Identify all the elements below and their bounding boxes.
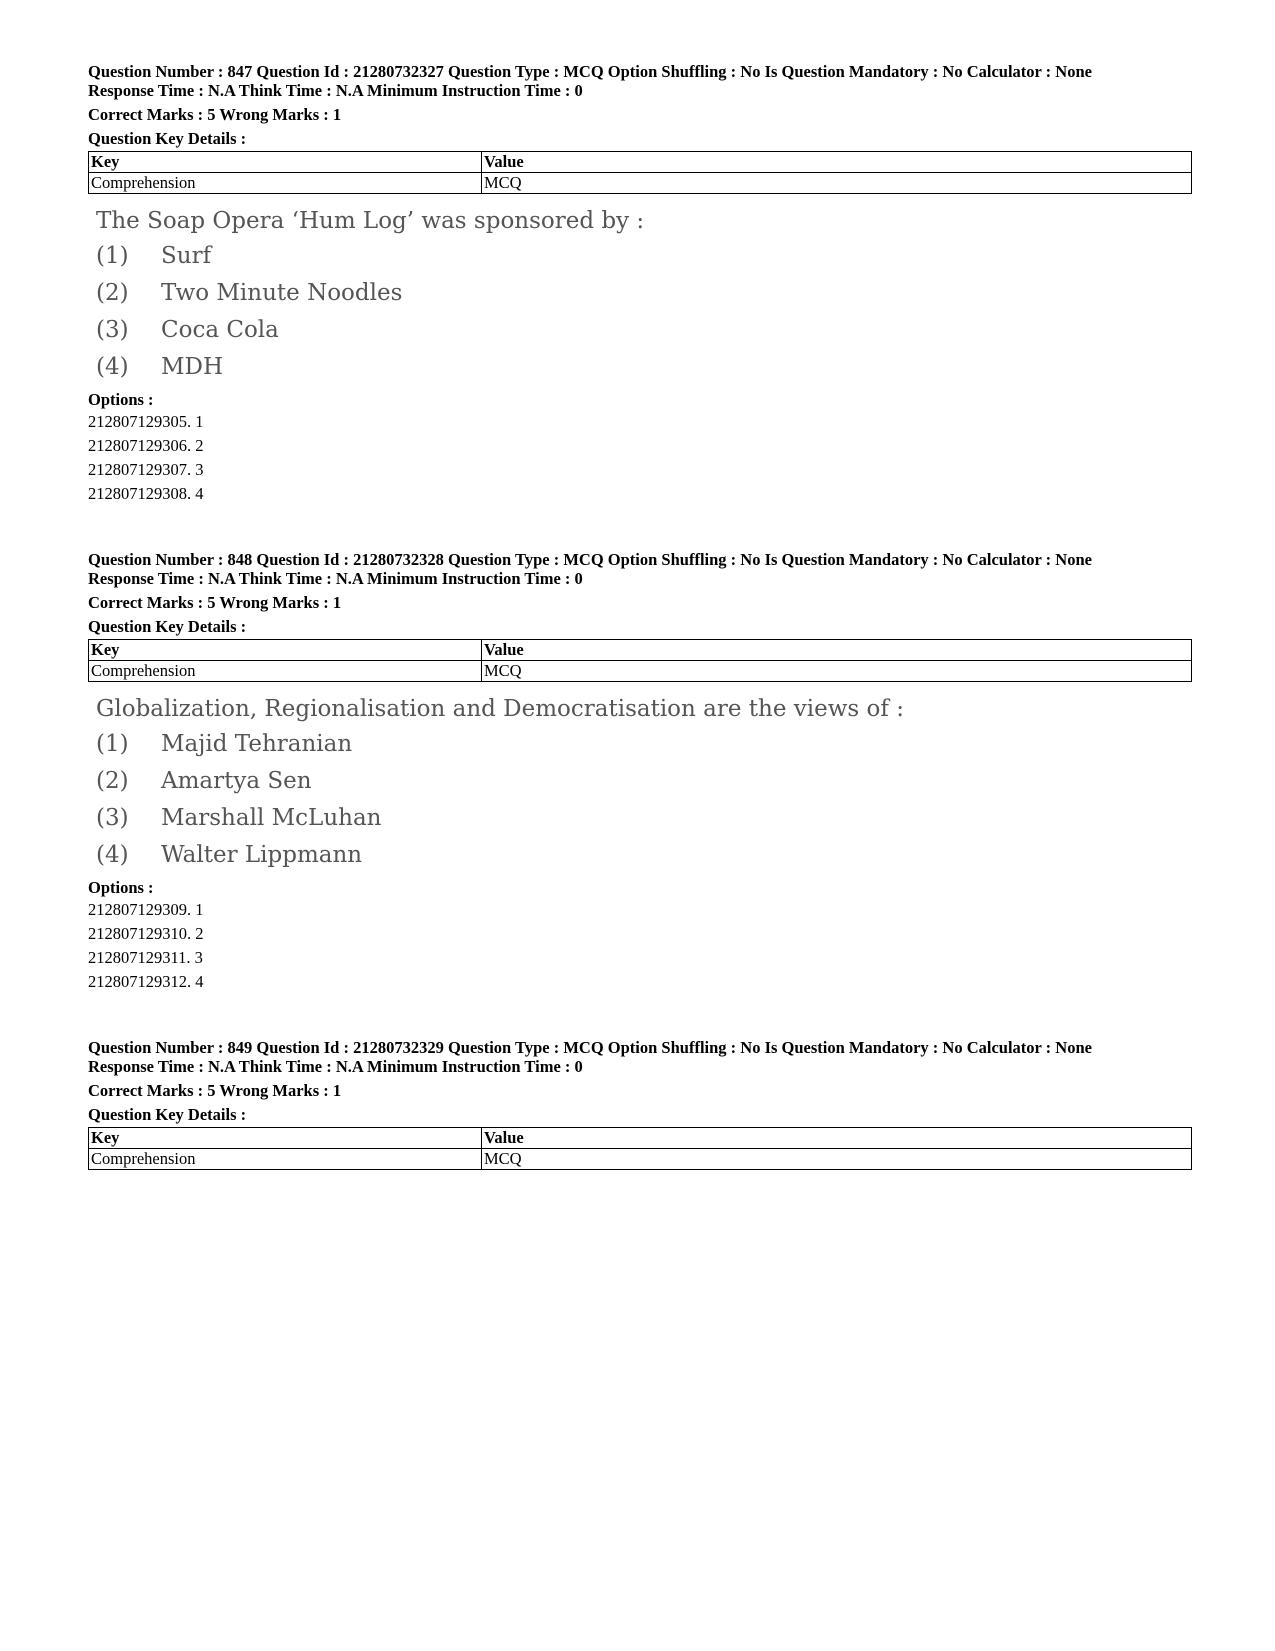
marks-line: Correct Marks : 5 Wrong Marks : 1 [88,105,342,124]
choice-item [96,349,1188,386]
marks-line: Correct Marks : 5 Wrong Marks : 1 [88,1081,342,1100]
choice-text: Marshall McLuhan [161,805,382,831]
question-847 [88,62,1188,506]
marks-line: Correct Marks : 5 Wrong Marks : 1 [88,593,342,612]
choice-text: Two Minute Noodles [161,280,403,306]
choice-number: (4) [96,842,129,868]
table-header-key: Key [89,152,482,173]
option-item: 212807129311. 3 [88,948,203,967]
choice-number: (1) [96,243,129,269]
question-timing-line: Response Time : N.A Think Time : N.A Minimum Instruction Time : 0 [88,81,583,100]
table-header-row [89,152,1192,173]
table-row [89,1149,1192,1170]
table-header-row [89,640,1192,661]
choice-item [96,726,1188,763]
table-cell-value: MCQ [482,661,1192,682]
choice-number: (1) [96,731,129,757]
option-item: 212807129306. 2 [88,436,204,455]
key-details-label: Question Key Details : [88,617,247,636]
table-row [89,661,1192,682]
option-item: 212807129307. 3 [88,460,204,479]
options-label: Options : [88,878,154,897]
table-cell-key: Comprehension [89,1149,482,1170]
table-cell-value: MCQ [482,173,1192,194]
choice-number: (2) [96,280,129,306]
choice-text: Coca Cola [161,317,279,343]
choice-text: Surf [161,243,212,269]
choice-item [96,238,1188,275]
table-header-value: Value [482,640,1192,661]
table-header-row [89,1128,1192,1149]
choice-text: Majid Tehranian [161,731,353,757]
options-label: Options : [88,390,154,409]
question-stem: Globalization, Regionalisation and Democratisation are the views of : [96,696,904,722]
question-848 [88,550,1188,994]
question-timing-line: Response Time : N.A Think Time : N.A Minimum Instruction Time : 0 [88,1057,583,1076]
question-timing-line: Response Time : N.A Think Time : N.A Minimum Instruction Time : 0 [88,569,583,588]
option-item: 212807129310. 2 [88,924,204,943]
choice-number: (3) [96,805,129,831]
question-image [96,692,1188,874]
table-header-value: Value [482,152,1192,173]
choice-item [96,312,1188,349]
key-details-table [88,151,1192,194]
question-meta-line: Question Number : 847 Question Id : 21280732327 Question Type : MCQ Option Shuffling : No Is Question Mandatory : No Calculator : None [88,62,1092,81]
table-cell-value: MCQ [482,1149,1192,1170]
choice-number: (4) [96,354,129,380]
choice-item [96,837,1188,874]
key-details-table [88,639,1192,682]
question-meta-line: Question Number : 849 Question Id : 21280732329 Question Type : MCQ Option Shuffling : No Is Question Mandatory : No Calculator : None [88,1038,1092,1057]
table-header-key: Key [89,640,482,661]
choice-text: MDH [161,354,224,380]
table-cell-key: Comprehension [89,661,482,682]
key-details-label: Question Key Details : [88,1105,247,1124]
choice-number: (2) [96,768,129,794]
table-header-key: Key [89,1128,482,1149]
option-item: 212807129309. 1 [88,900,204,919]
table-row [89,173,1192,194]
question-stem: The Soap Opera ‘Hum Log’ was sponsored by : [96,208,645,234]
key-details-table [88,1127,1192,1170]
option-item: 212807129312. 4 [88,972,204,991]
choice-number: (3) [96,317,129,343]
choice-item [96,275,1188,312]
choice-item [96,800,1188,837]
question-849 [88,1038,1188,1170]
key-details-label: Question Key Details : [88,129,247,148]
option-item: 212807129305. 1 [88,412,204,431]
table-header-value: Value [482,1128,1192,1149]
choice-item [96,763,1188,800]
choice-text: Amartya Sen [161,768,312,794]
question-meta-line: Question Number : 848 Question Id : 21280732328 Question Type : MCQ Option Shuffling : No Is Question Mandatory : No Calculator : None [88,550,1092,569]
choice-text: Walter Lippmann [161,842,363,868]
question-image [96,204,1188,386]
option-item: 212807129308. 4 [88,484,204,503]
table-cell-key: Comprehension [89,173,482,194]
